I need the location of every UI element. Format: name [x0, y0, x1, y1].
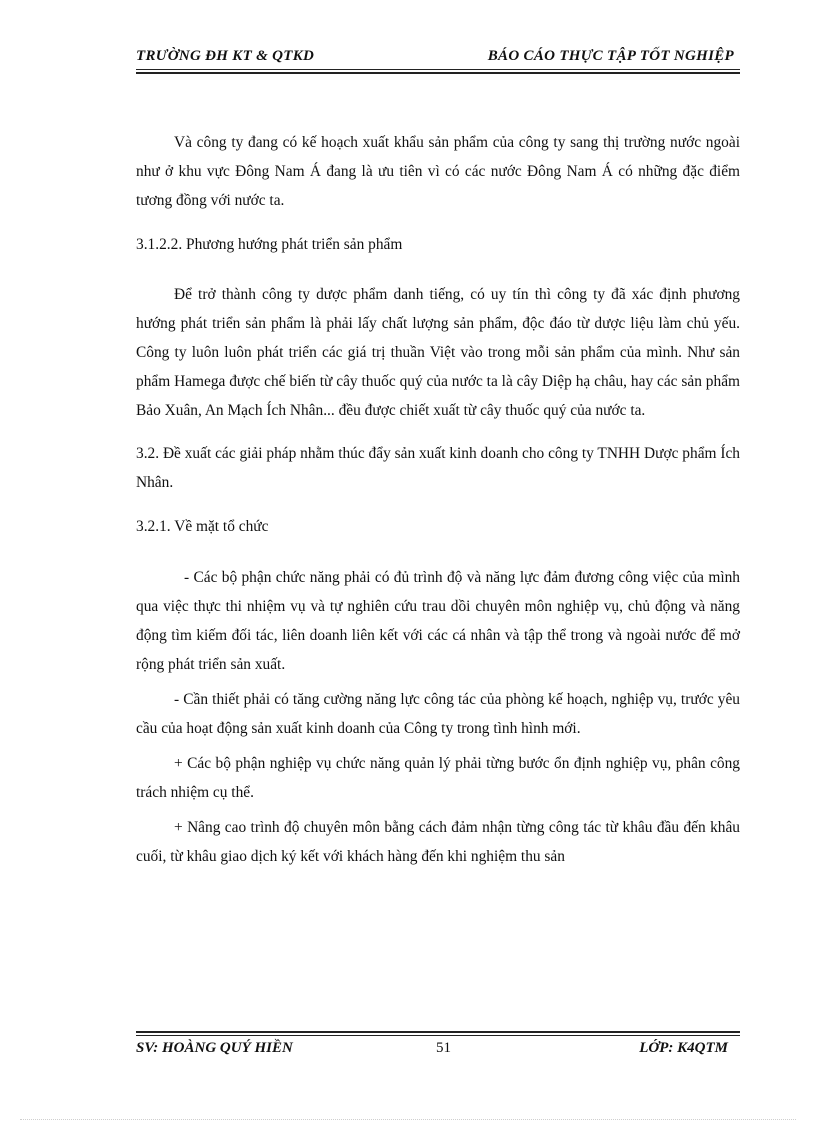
- paragraph-functional-departments: - Các bộ phận chức năng phải có đủ trình độ và năng lực đảm đương công việc của mình qua việc thực thi nhiệm vụ và tự nghiên cứu trau dồi chuyên môn nghiệp vụ, chủ động và năng động tìm kiếm đối tác, liên doanh liên kết với các cá nhân và tập thể trong và ngoài nước để mở rộng phát triển sản xuất.: [136, 569, 740, 673]
- page-header: [136, 46, 740, 68]
- footer-student-name: SV: HOÀNG QUÝ HIỀN: [136, 1040, 293, 1056]
- footer-class: LỚP: K4QTM: [639, 1040, 728, 1056]
- paragraph-export-plan: Và công ty đang có kế hoạch xuất khẩu sản phẩm của công ty sang thị trường nước ngoài như ở khu vực Đông Nam Á đang là ưu tiên vì có các nước Đông Nam Á có những đặc điểm tương đồng với nước ta.: [136, 134, 740, 209]
- page-number: 51: [436, 1040, 451, 1056]
- paragraph-management-tasks: + Các bộ phận nghiệp vụ chức năng quản lý phải từng bước ổn định nghiệp vụ, phân công trách nhiệm cụ thể.: [136, 755, 740, 801]
- paragraph-skill-improvement: + Nâng cao trình độ chuyên môn bằng cách đảm nhận từng công tác từ khâu đầu đến khâu cuối, từ khâu giao dịch ký kết với khách hàng đến khi nghiệm thu sản: [136, 819, 740, 865]
- paragraph-product-direction: Để trở thành công ty dược phẩm danh tiếng, có uy tín thì công ty đã xác định phương hướng phát triển sản phẩm là phải lấy chất lượng sản phẩm, độc đáo từ dược liệu làm chủ yếu. Công ty luôn luôn phát triển các giá trị thuần Việt vào trong mỗi sản phẩm của mình. Như sản phẩm Hamega được chế biến từ cây thuốc quý của nước ta là cây Diệp hạ châu, hay các sản phẩm Bảo Xuân, An Mạch Ích Nhân... đều được chiết xuất từ cây thuốc quý của nước ta.: [136, 286, 740, 419]
- heading-product-development: 3.1.2.2. Phương hướng phát triển sản phẩm: [136, 236, 403, 253]
- page-body: [136, 128, 740, 871]
- heading-organization: 3.2.1. Về mặt tổ chức: [136, 518, 269, 535]
- header-report-title: BÁO CÁO THỰC TẬP TỐT NGHIỆP: [487, 48, 734, 64]
- header-rule-thin: [136, 69, 740, 70]
- heading-proposed-solutions: 3.2. Đề xuất các giải pháp nhằm thúc đẩy sản xuất kinh doanh cho công ty TNHH Dược phẩm Ích Nhân.: [136, 445, 740, 491]
- page-footer: [136, 1040, 740, 1060]
- footer-rule-thin: [136, 1035, 740, 1036]
- header-school: TRƯỜNG ĐH KT & QTKD: [136, 48, 315, 64]
- page-bottom-border: [20, 1119, 796, 1120]
- header-rule-thick: [136, 72, 740, 74]
- paragraph-planning-capacity: - Cần thiết phải có tăng cường năng lực công tác của phòng kế hoạch, nghiệp vụ, trước yêu cầu của hoạt động sản xuất kinh doanh của Công ty trong tình hình mới.: [136, 691, 740, 737]
- footer-rule-thick: [136, 1031, 740, 1033]
